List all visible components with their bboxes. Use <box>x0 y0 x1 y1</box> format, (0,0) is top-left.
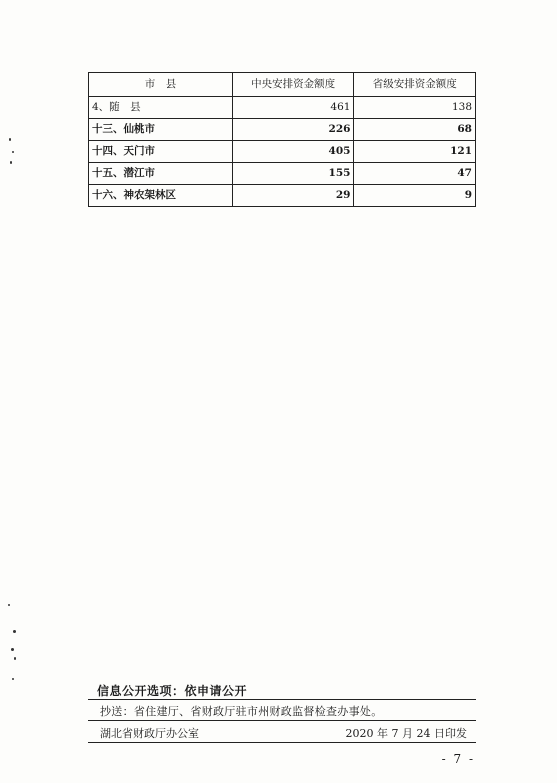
table-row <box>89 141 476 163</box>
scan-speck <box>10 161 12 164</box>
fund-allocation-table <box>88 72 476 207</box>
row-provincial-value: 9 <box>354 185 476 207</box>
scan-speck <box>12 151 14 153</box>
issue-date: 2020 年 7 月 24 日印发 <box>345 727 467 740</box>
scan-speck <box>13 630 16 633</box>
row-central-value: 226 <box>232 119 354 141</box>
row-name: 十五、潜江市 <box>89 163 233 185</box>
header-central-funds: 中央安排资金额度 <box>232 73 354 97</box>
table-row <box>89 119 476 141</box>
scan-speck <box>12 678 14 680</box>
row-central-value: 155 <box>232 163 354 185</box>
row-provincial-value: 68 <box>354 119 476 141</box>
scan-speck <box>14 657 16 660</box>
scan-speck <box>8 604 10 606</box>
table-row <box>89 185 476 207</box>
divider-middle <box>88 720 476 721</box>
row-provincial-value: 47 <box>354 163 476 185</box>
row-name: 4、随 县 <box>89 97 233 119</box>
table-header-row <box>89 73 476 97</box>
row-name: 十三、仙桃市 <box>89 119 233 141</box>
issuing-office: 湖北省财政厅办公室 <box>100 727 199 740</box>
disclosure-option: 信息公开选项：依申请公开 <box>97 684 248 698</box>
row-name: 十四、天门市 <box>89 141 233 163</box>
table-row <box>89 97 476 119</box>
row-name: 十六、神农架林区 <box>89 185 233 207</box>
scan-speck <box>11 648 14 651</box>
row-provincial-value: 121 <box>354 141 476 163</box>
cc-line: 抄送：省住建厅、省财政厅驻市州财政监督检查办事处。 <box>100 705 383 718</box>
page-number: - 7 - <box>441 752 475 766</box>
table-row <box>89 163 476 185</box>
row-provincial-value: 138 <box>354 97 476 119</box>
header-county: 市 县 <box>89 73 233 97</box>
scan-speck <box>9 138 11 141</box>
row-central-value: 461 <box>232 97 354 119</box>
header-provincial-funds: 省级安排资金额度 <box>354 73 476 97</box>
divider-top <box>88 699 476 700</box>
row-central-value: 29 <box>232 185 354 207</box>
row-central-value: 405 <box>232 141 354 163</box>
divider-bottom <box>88 742 476 743</box>
